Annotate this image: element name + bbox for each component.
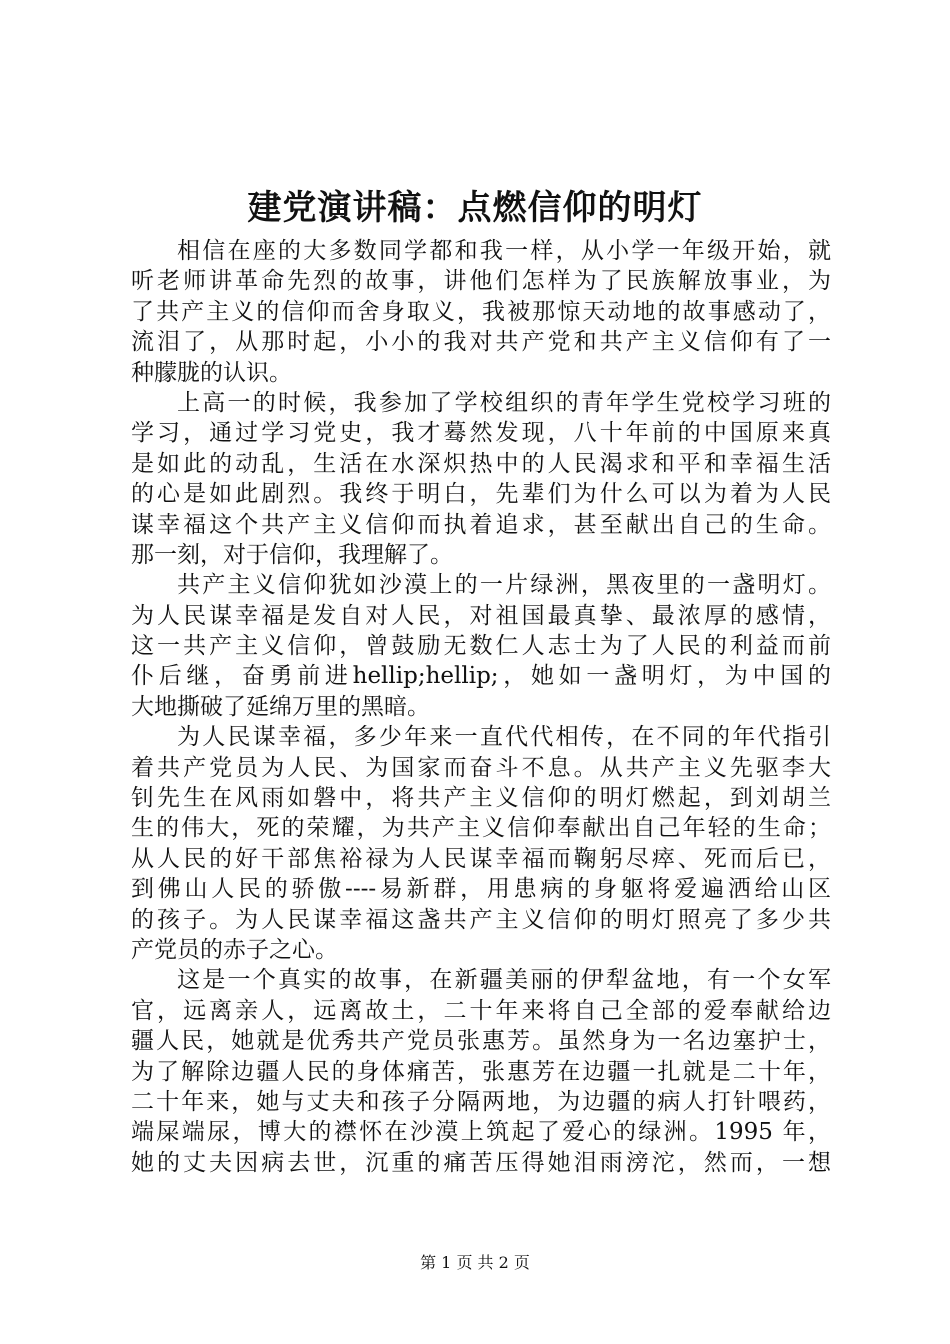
text-line: 相信在座的大多数同学都和我一样，从小学一年级开始，就 (177, 238, 831, 264)
text-line: 这是一个真实的故事，在新疆美丽的伊犁盆地，有一个女军 (177, 967, 831, 994)
text-line: 是如此的动乱，生活在水深炽热中的人民渴求和平和幸福生活 (131, 450, 831, 477)
text-line: 大地撕破了延绵万里的黑暗。 (131, 693, 430, 720)
text-line: 官，远离亲人，远离故土，二十年来将自己全部的爱奉献给边 (131, 997, 831, 1024)
text-line: 二十年来，她与丈夫和孩子分隔两地，为边疆的病人打针喂药， (131, 1088, 831, 1115)
text-line: 产党员的赤子之心。 (131, 936, 338, 963)
text-line: 上高一的时候，我参加了学校组织的青年学生党校学习班的 (177, 389, 831, 416)
text-line: 种朦胧的认识。 (131, 359, 292, 386)
document-title: 建党演讲稿：点燃信仰的明灯 (247, 188, 703, 228)
text-line: 仆后继，奋勇前进hellip;hellip;，她如一盏明灯，为中国的 (131, 663, 831, 690)
document-body (131, 236, 831, 1178)
text-line: 的孩子。为人民谋幸福这盏共产主义信仰的明灯照亮了多少共 (131, 906, 831, 933)
text-line: 钊先生在风雨如磐中，将共产主义信仰的明灯燃起，到刘胡兰 (131, 785, 831, 812)
text-line: 了共产主义的信仰而舍身取义，我被那惊天动地的故事感动了， (131, 298, 831, 325)
text-line: 流泪了，从那时起，小小的我对共产党和共产主义信仰有了一 (131, 329, 831, 356)
text-line: 到佛山人民的骄傲----易新群，用患病的身躯将爱遍洒给山区 (131, 876, 831, 903)
text-line: 着共产党员为人民、为国家而奋斗不息。从共产主义先驱李大 (131, 754, 831, 781)
page-footer: 第 1 页 共 2 页 (420, 1253, 530, 1272)
text-line: 听老师讲革命先烈的故事，讲他们怎样为了民族解放事业，为 (131, 268, 831, 295)
text-line: 疆人民，她就是优秀共产党员张惠芳。虽然身为一名边塞护士， (131, 1028, 831, 1055)
text-line: 她的丈夫因病去世，沉重的痛苦压得她泪雨滂沱，然而，一想 (131, 1149, 831, 1176)
text-line: 端屎端尿，博大的襟怀在沙漠上筑起了爱心的绿洲。1995 年， (131, 1119, 831, 1146)
text-line: 生的伟大，死的荣耀，为共产主义信仰奉献出自己年轻的生命； (131, 815, 831, 842)
text-line: 那一刻，对于信仰，我理解了。 (131, 541, 453, 568)
text-line: 谋幸福这个共产主义信仰而执着追求，甚至献出自己的生命。 (131, 511, 831, 538)
text-line: 为人民谋幸福，多少年来一直代代相传，在不同的年代指引 (177, 724, 831, 751)
text-line: 为了解除边疆人民的身体痛苦，张惠芳在边疆一扎就是二十年， (131, 1058, 831, 1085)
text-line: 学习，通过学习党史，我才蓦然发现，八十年前的中国原来真 (131, 420, 831, 447)
text-line: 共产主义信仰犹如沙漠上的一片绿洲，黑夜里的一盏明灯。 (177, 572, 831, 599)
text-line: 这一共产主义信仰，曾鼓励无数仁人志士为了人民的利益而前 (131, 633, 831, 660)
text-line: 的心是如此剧烈。我终于明白，先辈们为什么可以为着为人民 (131, 481, 831, 508)
text-line: 为人民谋幸福是发自对人民，对祖国最真挚、最浓厚的感情， (131, 602, 831, 629)
text-line: 从人民的好干部焦裕禄为人民谋幸福而鞠躬尽瘁、死而后已， (131, 845, 831, 872)
